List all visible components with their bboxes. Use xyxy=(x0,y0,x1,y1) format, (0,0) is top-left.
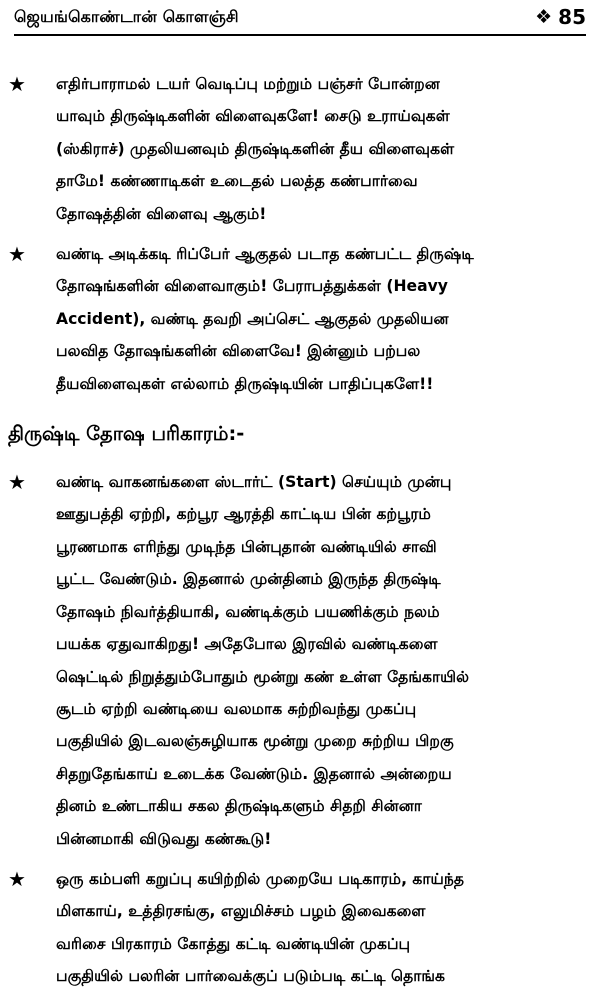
bullet-paragraph xyxy=(0,68,600,230)
page-number-block xyxy=(535,5,586,29)
paragraph-line: ஊதுபத்தி ஏற்றி, கற்பூர ஆரத்தி காட்டிய பின் கற்பூரம் xyxy=(56,505,431,524)
bullet-paragraph xyxy=(0,238,600,400)
paragraph-group-bottom xyxy=(0,466,600,993)
page-body xyxy=(0,68,600,1001)
paragraph-line: மிளகாய், உத்திரசங்கு, எலுமிச்சம் பழம் இவைகளை xyxy=(56,902,426,921)
paragraph-line: ஒரு கம்பளி கறுப்பு கயிற்றில் முறையே படிகாரம், காய்ந்த xyxy=(56,869,465,888)
paragraph-line: தாமே! கண்ணாடிகள் உடைதல் பலத்த கண்பார்வை xyxy=(56,172,418,191)
paragraph-line: பலவித தோஷங்களின் விளைவே! இன்னும் பற்பல xyxy=(56,342,421,361)
bullet-paragraph xyxy=(0,863,600,993)
paragraph-line: ஷெட்டில் நிறுத்தும்போதும் மூன்று கண் உள்ள தேங்காயில் xyxy=(56,667,470,686)
paragraph-line: வண்டி அடிக்கடி ரிப்பேர் ஆகுதல் படாத கண்பட்ட திருஷ்டி xyxy=(56,245,474,264)
page-header xyxy=(14,0,586,36)
paragraph-line: Accident), வண்டி தவறி அப்செட் ஆகுதல் முதலியன xyxy=(56,309,449,328)
paragraph-line: தோஷங்களின் விளைவாகும்! பேராபத்துக்கள் (Heavy xyxy=(56,277,448,296)
bullet-paragraph xyxy=(0,466,600,855)
paragraph-line: பகுதியில் இடவலஞ்சுழியாக மூன்று முறை சுற்றிய பிறகு xyxy=(56,732,454,751)
star-bullet-icon: ★ xyxy=(8,242,26,267)
paragraph-line: பின்னமாகி விடுவது கண்கூடு! xyxy=(56,829,272,848)
paragraph-line: தோஷம் நிவர்த்தியாகி, வண்டிக்கும் பயணிக்கும் நலம் xyxy=(56,602,440,621)
paragraph-line: பூரணமாக எரிந்து முடிந்த பின்புதான் வண்டியில் சாவி xyxy=(56,537,437,556)
paragraph-group-top xyxy=(0,68,600,400)
paragraph-line: தீயவிளைவுகள் எல்லாம் திருஷ்டியின் பாதிப்புகளே!! xyxy=(56,374,434,393)
paragraph-line: யாவும் திருஷ்டிகளின் விளைவுகளே! சைடு உராய்வுகள் xyxy=(56,107,450,126)
paragraph-line: சிதறுதேங்காய் உடைக்க வேண்டும். இதனால் அன்றைய xyxy=(56,764,452,783)
paragraph-line: பகுதியில் பலரின் பார்வைக்குப் படும்படி கட்டி தொங்க xyxy=(56,967,446,986)
paragraph-line: வரிசை பிரகாரம் கோத்து கட்டி வண்டியின் முகப்பு xyxy=(56,934,411,953)
paragraph-line: (ஸ்கிராச்) முதலியனவும் திருஷ்டிகளின் தீய விளைவுகள் xyxy=(56,139,455,158)
paragraph-line: தோஷத்தின் விளைவு ஆகும்! xyxy=(56,204,267,223)
star-bullet-icon: ★ xyxy=(8,72,26,96)
paragraph-line: வண்டி வாகனங்களை ஸ்டார்ட் (Start) செய்யும் முன்பு xyxy=(56,473,452,492)
paragraph-line: சூடம் ஏற்றி வண்டியை வலமாக சுற்றிவந்து முகப்பு xyxy=(56,699,417,718)
page-number: 85 xyxy=(558,5,586,29)
paragraph-line: எதிர்பாராமல் டயர் வெடிப்பு மற்றும் பஞ்சர் போன்றன xyxy=(56,75,440,93)
paragraph-line: பயக்க ஏதுவாகிறது! அதேபோல இரவில் வண்டிகளை xyxy=(56,635,438,654)
section-heading: திருஷ்டி தோஷ பரிகாரம்:- xyxy=(8,422,245,446)
star-bullet-icon: ★ xyxy=(8,470,26,495)
paragraph-line: தினம் உண்டாகிய சகல திருஷ்டிகளும் சிதறி சின்னா xyxy=(56,797,422,816)
running-title: ஜெயங்கொண்டான் கொளஞ்சி xyxy=(14,6,239,26)
star-bullet-icon: ★ xyxy=(8,866,26,891)
paragraph-line: பூட்ட வேண்டும். இதனால் முன்தினம் இருந்த திருஷ்டி xyxy=(56,570,441,589)
diamond-ornament-icon: ❖ xyxy=(535,5,553,28)
